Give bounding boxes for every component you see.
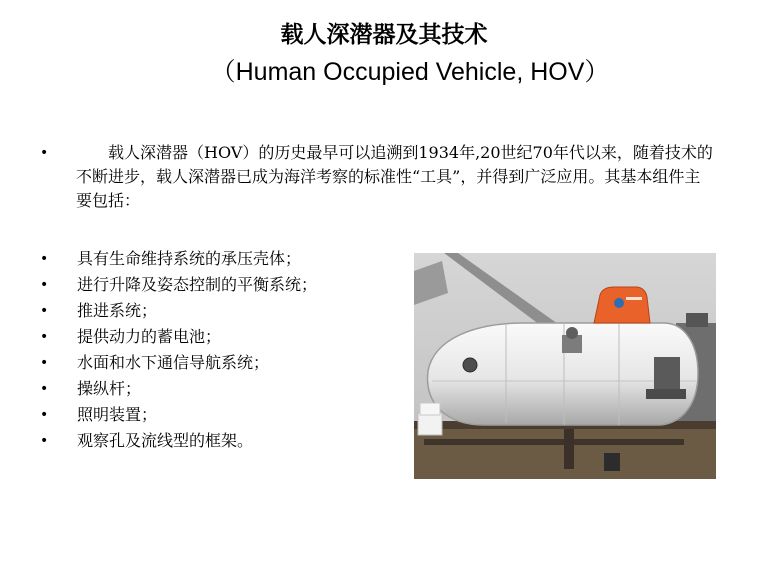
- list-item-text: 具有生命维持系统的承压壳体；: [77, 249, 302, 268]
- list-item-text: 推进系统；: [77, 301, 158, 320]
- list-item-text: 提供动力的蓄电池；: [77, 327, 222, 346]
- list-item-text: 水面和水下通信导航系统；: [77, 353, 270, 372]
- slide-title-chinese: 载人深潜器及其技术: [280, 22, 488, 48]
- bullet-marker: •: [40, 303, 49, 319]
- submersible-illustration: [414, 253, 716, 479]
- bullet-marker: •: [40, 381, 49, 397]
- slide-title-english: （Human Occupied Vehicle, HOV）: [210, 58, 610, 86]
- bullet-marker: •: [40, 145, 49, 161]
- bullet-marker: •: [40, 251, 49, 267]
- list-item-text: 照明装置；: [77, 405, 158, 424]
- intro-paragraph: [40, 141, 730, 213]
- bullet-marker: •: [40, 355, 49, 371]
- list-item-text: 操纵杆；: [77, 379, 142, 398]
- bullet-marker: •: [40, 433, 49, 449]
- list-item-text: 观察孔及流线型的框架。: [77, 431, 254, 450]
- intro-text: 载人深潜器（HOV）的历史最早可以追溯到1934年,20世纪70年代以来，随着技术的不断进步，载人深潜器已成为海洋考察的标准性“工具”，并得到广泛应用。其基本组件主要包括：: [76, 143, 713, 210]
- viewport-window: [463, 358, 477, 372]
- bullet-marker: •: [40, 407, 49, 423]
- submersible-photo: [414, 253, 716, 479]
- deck-chairs: [418, 413, 442, 435]
- bullet-marker: •: [40, 329, 49, 345]
- list-item-text: 进行升降及姿态控制的平衡系统；: [77, 275, 318, 294]
- bullet-marker: •: [40, 277, 49, 293]
- bucket: [604, 453, 620, 471]
- sail-logo: [614, 298, 624, 308]
